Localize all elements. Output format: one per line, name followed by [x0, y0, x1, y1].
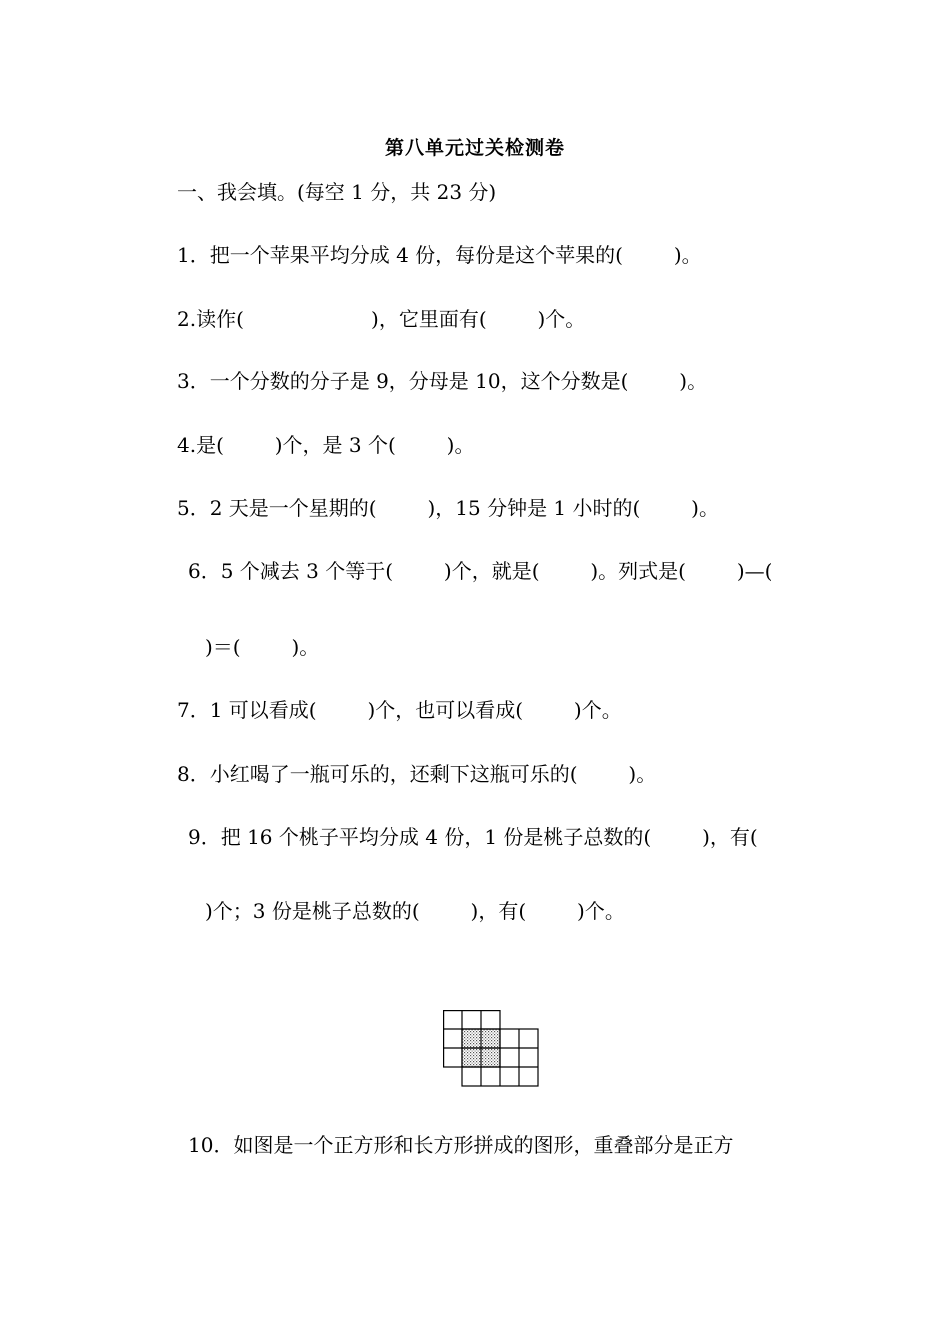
grid-figure: [443, 1010, 541, 1088]
section-heading: 一、我会填。(每空 1 分，共 23 分): [177, 180, 497, 204]
question-6-line-1: 6．5 个减去 3 个等于( )个，就是( )。列式是( )—(: [188, 559, 773, 583]
question-10: 10．如图是一个正方形和长方形拼成的图形，重叠部分是正方: [188, 1133, 734, 1157]
question-1: 1．把一个苹果平均分成 4 份，每份是这个苹果的( )。: [177, 243, 702, 267]
question-9-line-2: )个；3 份是桃子总数的( )，有( )个。: [205, 899, 625, 923]
question-4: 4.是( )个，是 3 个( )。: [177, 433, 475, 457]
question-9-line-1: 9．把 16 个桃子平均分成 4 份，1 份是桃子总数的( )，有(: [188, 825, 758, 849]
question-8: 8．小红喝了一瓶可乐的，还剩下这瓶可乐的( )。: [177, 762, 657, 786]
question-3: 3．一个分数的分子是 9，分母是 10，这个分数是( )。: [177, 369, 708, 393]
question-2: 2.读作( )，它里面有( )个。: [177, 307, 586, 331]
page-title: 第八单元过关检测卷: [384, 137, 565, 159]
question-7: 7．1 可以看成( )个，也可以看成( )个。: [177, 698, 622, 722]
question-5: 5．2 天是一个星期的( )，15 分钟是 1 小时的( )。: [177, 496, 719, 520]
question-6-line-2: )＝( )。: [205, 635, 320, 659]
